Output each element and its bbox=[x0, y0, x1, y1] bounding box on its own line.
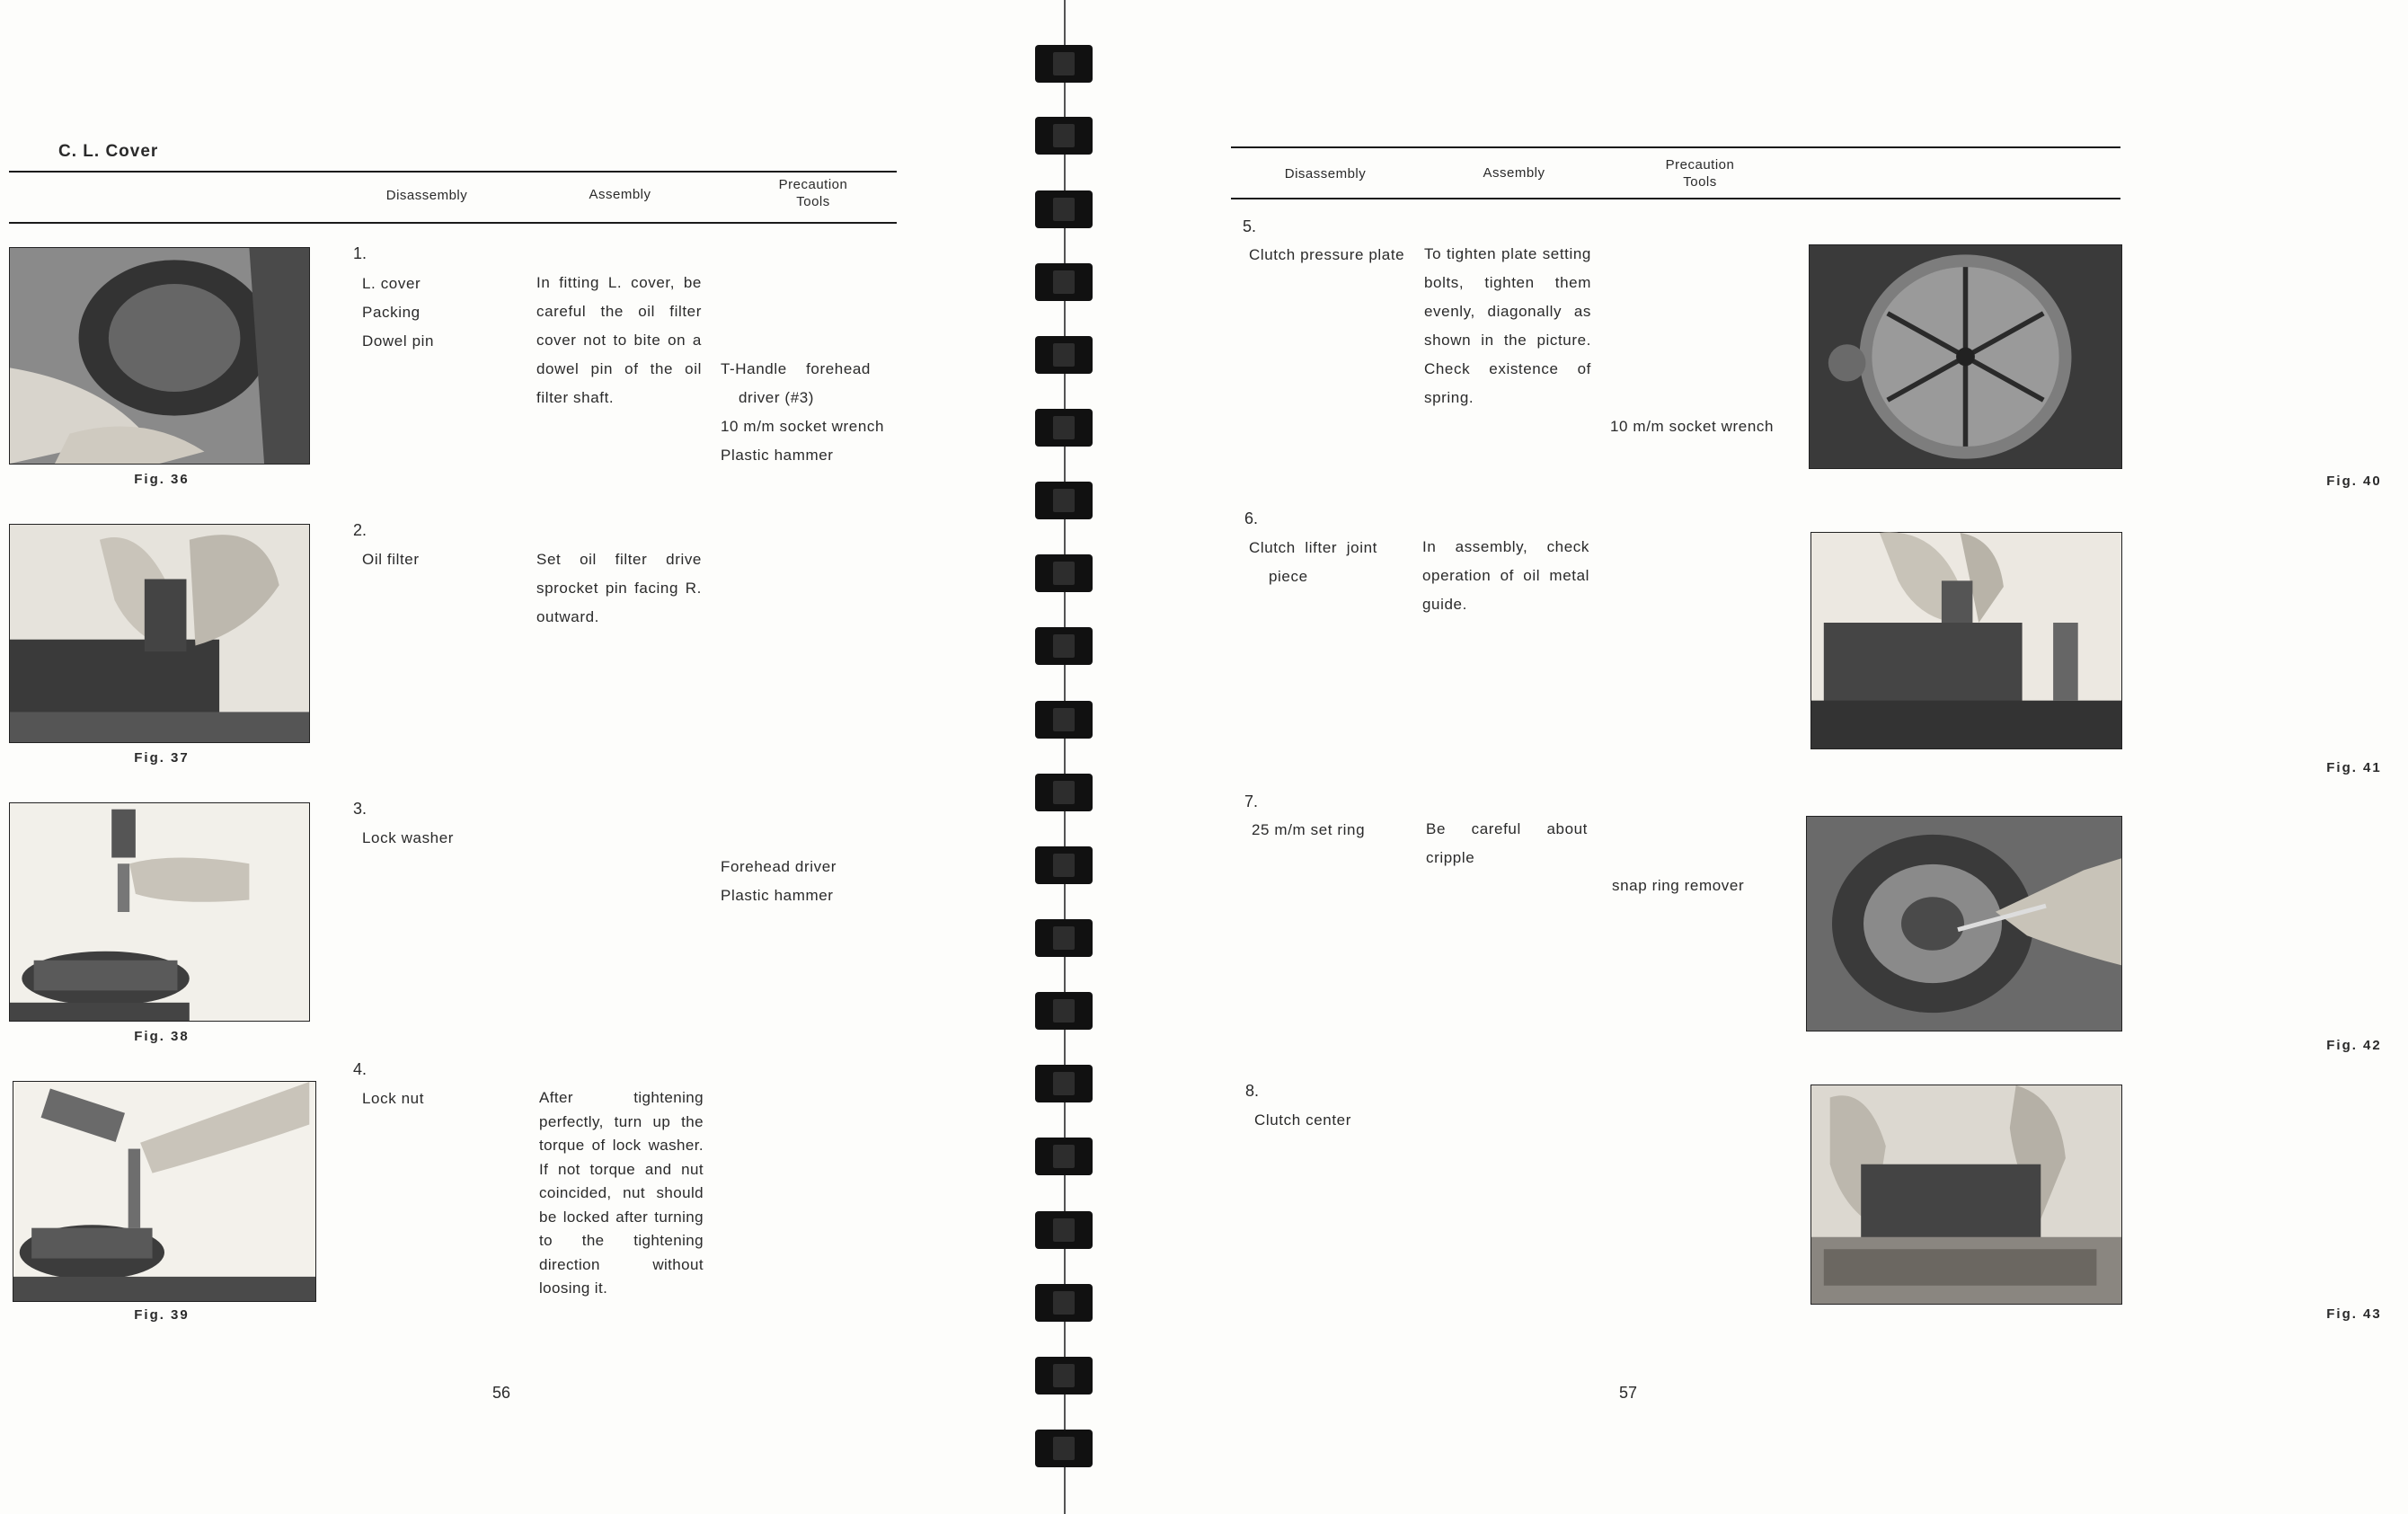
step-1-assembly: In fitting L. cover, be careful the oil filter cover not to bite on a dowel pin of the oil filter shaft. bbox=[536, 274, 702, 406]
header-top-rule bbox=[9, 171, 897, 173]
right-page bbox=[1078, 0, 2382, 1514]
step-1-tool-2: driver (#3) bbox=[739, 389, 815, 406]
header-precaution-label-right: Precaution bbox=[1665, 157, 1735, 173]
step-1-tool-3: 10 m/m socket wrench bbox=[721, 418, 885, 435]
header-precaution bbox=[755, 176, 872, 210]
step-5-tool-1: 10 m/m socket wrench bbox=[1610, 418, 1775, 435]
step-5-tools bbox=[1610, 412, 1774, 441]
step-1-part-1: L. cover bbox=[362, 275, 421, 292]
header-precaution-right bbox=[1642, 156, 1758, 190]
step-4-parts bbox=[362, 1085, 424, 1113]
header-assembly-right: Assembly bbox=[1483, 165, 1545, 181]
fig-36-caption: Fig. 36 bbox=[134, 472, 190, 487]
step-7-parts bbox=[1252, 816, 1365, 845]
fig-41-caption: Fig. 41 bbox=[2326, 760, 2382, 775]
step-4-number: 4. bbox=[353, 1060, 367, 1078]
header-bottom-rule bbox=[9, 222, 897, 224]
step-5-number: 5. bbox=[1243, 217, 1257, 235]
step-6-assembly: In assembly, check operation of oil metal guide. bbox=[1422, 538, 1589, 613]
step-5-part-1: Clutch pressure plate bbox=[1249, 246, 1405, 263]
step-3-parts bbox=[362, 824, 454, 853]
step-2-number: 2. bbox=[353, 521, 367, 539]
page-number-left: 56 bbox=[492, 1384, 511, 1402]
step-3-tool-2: Plastic hammer bbox=[721, 887, 834, 904]
fig-39-caption: Fig. 39 bbox=[134, 1307, 190, 1323]
header-top-rule-right bbox=[1231, 146, 2120, 148]
photo-fig-39 bbox=[13, 1081, 316, 1302]
step-1-part-3: Dowel pin bbox=[362, 332, 435, 350]
step-4-assembly: After tightening perfectly, turn up the torque of lock washer. If not torque and nut coincided, nut should be locked after turning to the tightening direction without loosing it. bbox=[539, 1089, 704, 1297]
step-3-number: 3. bbox=[353, 800, 367, 818]
fig-42-caption: Fig. 42 bbox=[2326, 1038, 2382, 1053]
page-number-right: 57 bbox=[1619, 1384, 1638, 1402]
photo-engine-icon bbox=[1807, 817, 2121, 1031]
fig-38-caption: Fig. 38 bbox=[134, 1029, 190, 1044]
photo-fig-42 bbox=[1806, 816, 2122, 1031]
photo-engine-icon bbox=[1810, 245, 2121, 468]
step-2-part-1: Oil filter bbox=[362, 551, 420, 568]
step-8-part-1: Clutch center bbox=[1254, 1111, 1351, 1129]
step-3-tool-1: Forehead driver bbox=[721, 858, 837, 875]
step-6-part-1: Clutch lifter joint bbox=[1249, 539, 1377, 556]
photo-engine-icon bbox=[13, 1082, 315, 1301]
step-6-part-2: piece bbox=[1269, 568, 1308, 585]
step-1-tool-4: Plastic hammer bbox=[721, 447, 834, 464]
step-3-tools bbox=[721, 853, 837, 910]
photo-fig-38 bbox=[9, 802, 310, 1022]
step-5-assembly: To tighten plate setting bolts, tighten them evenly, diagonally as shown in the picture. Check existence of spring. bbox=[1424, 245, 1591, 406]
step-8-parts bbox=[1254, 1106, 1351, 1135]
step-7-number: 7. bbox=[1244, 792, 1259, 810]
header-tools-label: Tools bbox=[796, 194, 830, 209]
photo-fig-36 bbox=[9, 247, 310, 465]
step-5-parts bbox=[1249, 241, 1404, 270]
photo-engine-icon bbox=[10, 803, 309, 1021]
header-precaution-label: Precaution bbox=[778, 177, 848, 192]
step-7-tools bbox=[1612, 872, 1744, 900]
photo-engine-icon bbox=[10, 248, 309, 464]
photo-engine-icon bbox=[1811, 533, 2121, 748]
header-disassembly-right: Disassembly bbox=[1284, 166, 1367, 182]
photo-fig-37 bbox=[9, 524, 310, 743]
step-7-tool-1: snap ring remover bbox=[1612, 877, 1745, 894]
photo-fig-40 bbox=[1809, 244, 2122, 469]
step-1-tool-1: T-Handle forehead bbox=[721, 360, 871, 377]
step-6-parts bbox=[1249, 534, 1403, 591]
section-title: C. L. Cover bbox=[58, 142, 159, 161]
step-1-parts bbox=[362, 270, 434, 356]
photo-fig-41 bbox=[1810, 532, 2122, 749]
header-tools-label-right: Tools bbox=[1683, 174, 1717, 190]
left-page bbox=[0, 0, 1033, 1514]
step-1-tools bbox=[721, 355, 888, 470]
fig-40-caption: Fig. 40 bbox=[2326, 474, 2382, 489]
fig-37-caption: Fig. 37 bbox=[134, 750, 190, 766]
step-7-part-1: 25 m/m set ring bbox=[1252, 821, 1366, 838]
step-1-number: 1. bbox=[353, 244, 367, 262]
step-2-parts bbox=[362, 545, 420, 574]
header-assembly: Assembly bbox=[589, 187, 651, 202]
header-disassembly: Disassembly bbox=[385, 188, 468, 203]
step-2-assembly: Set oil filter drive sprocket pin facing R. outward. bbox=[536, 551, 702, 625]
step-4-part-1: Lock nut bbox=[362, 1090, 425, 1107]
header-bottom-rule-right bbox=[1231, 198, 2120, 199]
step-3-part-1: Lock washer bbox=[362, 829, 455, 846]
step-1-part-2: Packing bbox=[362, 304, 421, 321]
step-7-assembly: Be careful about cripple bbox=[1426, 820, 1588, 866]
fig-43-caption: Fig. 43 bbox=[2326, 1306, 2382, 1322]
photo-engine-icon bbox=[1811, 1085, 2121, 1304]
step-6-number: 6. bbox=[1244, 509, 1259, 527]
photo-fig-43 bbox=[1810, 1085, 2122, 1305]
photo-engine-icon bbox=[10, 525, 309, 742]
step-8-number: 8. bbox=[1245, 1082, 1260, 1100]
